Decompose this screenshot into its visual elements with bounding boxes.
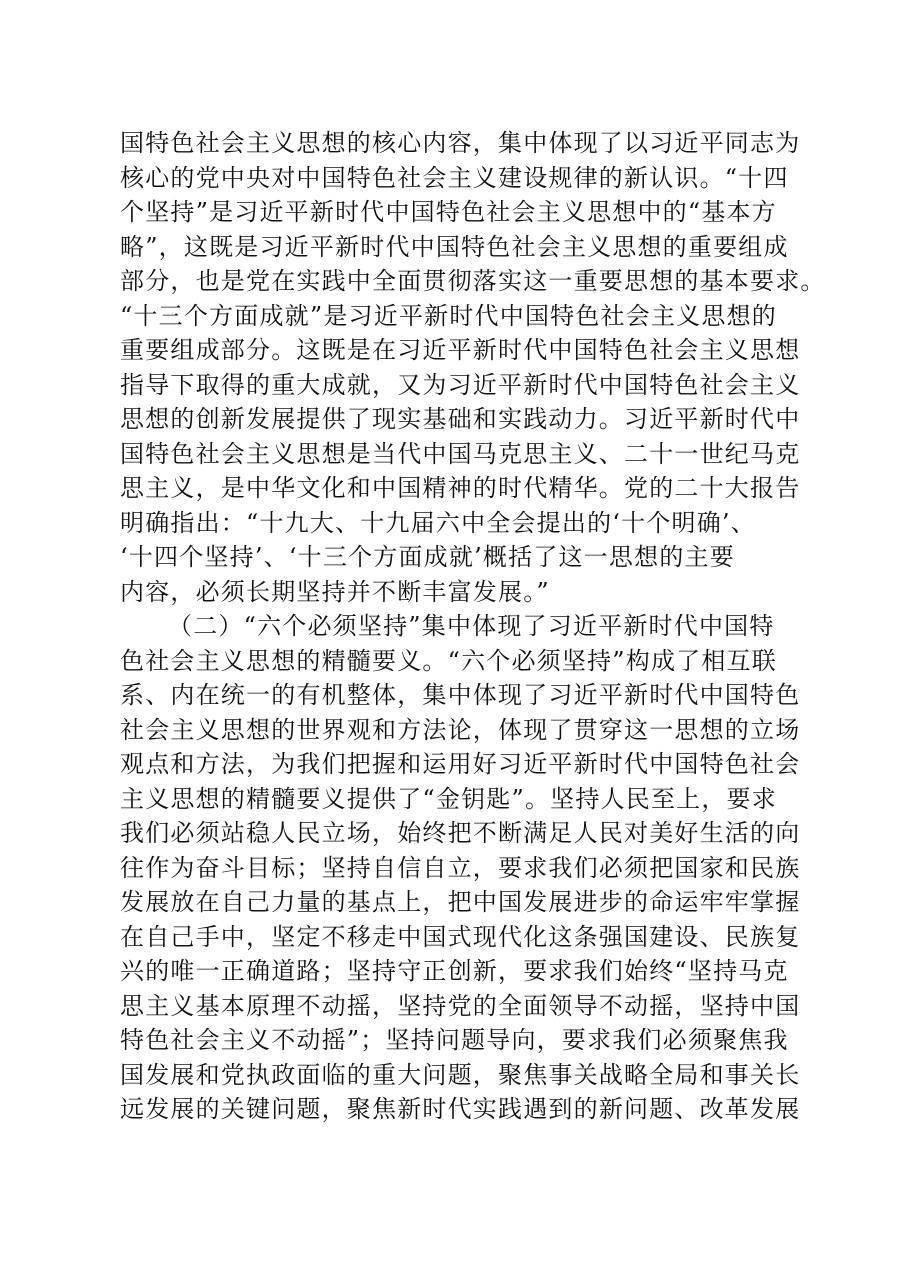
text-line: 国特色社会主义思想的核心内容，集中体现了以习近平同志为	[120, 129, 801, 157]
text-line: 在自己手中，坚定不移走中国式现代化这条强国建设、民族复	[120, 922, 801, 951]
text-line: 主义思想的精髓要义提供了“金钥匙”。坚持人民至上，要求	[120, 784, 777, 813]
text-line: 国特色社会主义思想是当代中国马克思主义、二十一世纪马克	[120, 439, 801, 468]
text-line: 往作为奋斗目标；坚持自信自立，要求我们必须把国家和民族	[120, 853, 801, 882]
text-line: 远发展的关键问题，聚焦新时代实践遇到的新问题、改革发展	[120, 1095, 801, 1123]
text-line: 明确指出：“十九大、十九届六中全会提出的‘十个明确’、	[120, 508, 756, 537]
text-line: 系、内在统一的有机整体，集中体现了习近平新时代中国特色	[120, 681, 801, 709]
text-line: 特色社会主义不动摇”；坚持问题导向，要求我们必须聚焦我	[120, 1026, 789, 1054]
text-line: 指导下取得的重大成就，又为习近平新时代中国特色社会主义	[120, 370, 801, 399]
text-line: 社会主义思想的世界观和方法论，体现了贯穿这一思想的立场	[120, 715, 801, 744]
text-line: 内容，必须长期坚持并不断丰富发展。”	[120, 577, 550, 606]
text-line: 兴的唯一正确道路；坚持守正创新，要求我们始终“坚持马克	[120, 957, 789, 985]
text-line: 色社会主义思想的精髓要义。“六个必须坚持”构成了相互联	[120, 646, 777, 675]
text-line: 核心的党中央对中国特色社会主义建设规律的新认识。“十四	[120, 163, 789, 192]
text-line: 个坚持”是习近平新时代中国特色社会主义思想中的“基本方	[120, 198, 777, 226]
text-line: 重要组成部分。这既是在习近平新时代中国特色社会主义思想	[120, 336, 801, 364]
text-line: 思想的创新发展提供了现实基础和实践动力。习近平新时代中	[120, 405, 801, 433]
text-line: “十三个方面成就”是习近平新时代中国特色社会主义思想的	[120, 301, 777, 330]
section-heading-line: （二）“六个必须坚持”集中体现了习近平新时代中国特	[168, 612, 775, 640]
text-line: 国发展和党执政面临的重大问题，聚焦事关战略全局和事关长	[120, 1060, 801, 1089]
text-line: ‘十四个坚持’、‘十三个方面成就’概括了这一思想的主要	[120, 543, 735, 571]
text-line: 思主义，是中华文化和中国精神的时代精华。党的二十大报告	[120, 474, 801, 502]
document-body	[120, 126, 826, 1127]
text-line: 部分，也是党在实践中全面贯彻落实这一重要思想的基本要求。	[120, 267, 826, 295]
text-line: 我们必须站稳人民立场，始终把不断满足人民对美好生活的向	[120, 819, 801, 847]
text-line: 思主义基本原理不动摇，坚持党的全面领导不动摇，坚持中国	[120, 991, 801, 1020]
text-line: 发展放在自己力量的基点上，把中国发展进步的命运牢牢掌握	[120, 888, 801, 916]
text-line: 观点和方法，为我们把握和运用好习近平新时代中国特色社会	[120, 750, 801, 778]
text-line: 略”，这既是习近平新时代中国特色社会主义思想的重要组成	[120, 232, 789, 261]
